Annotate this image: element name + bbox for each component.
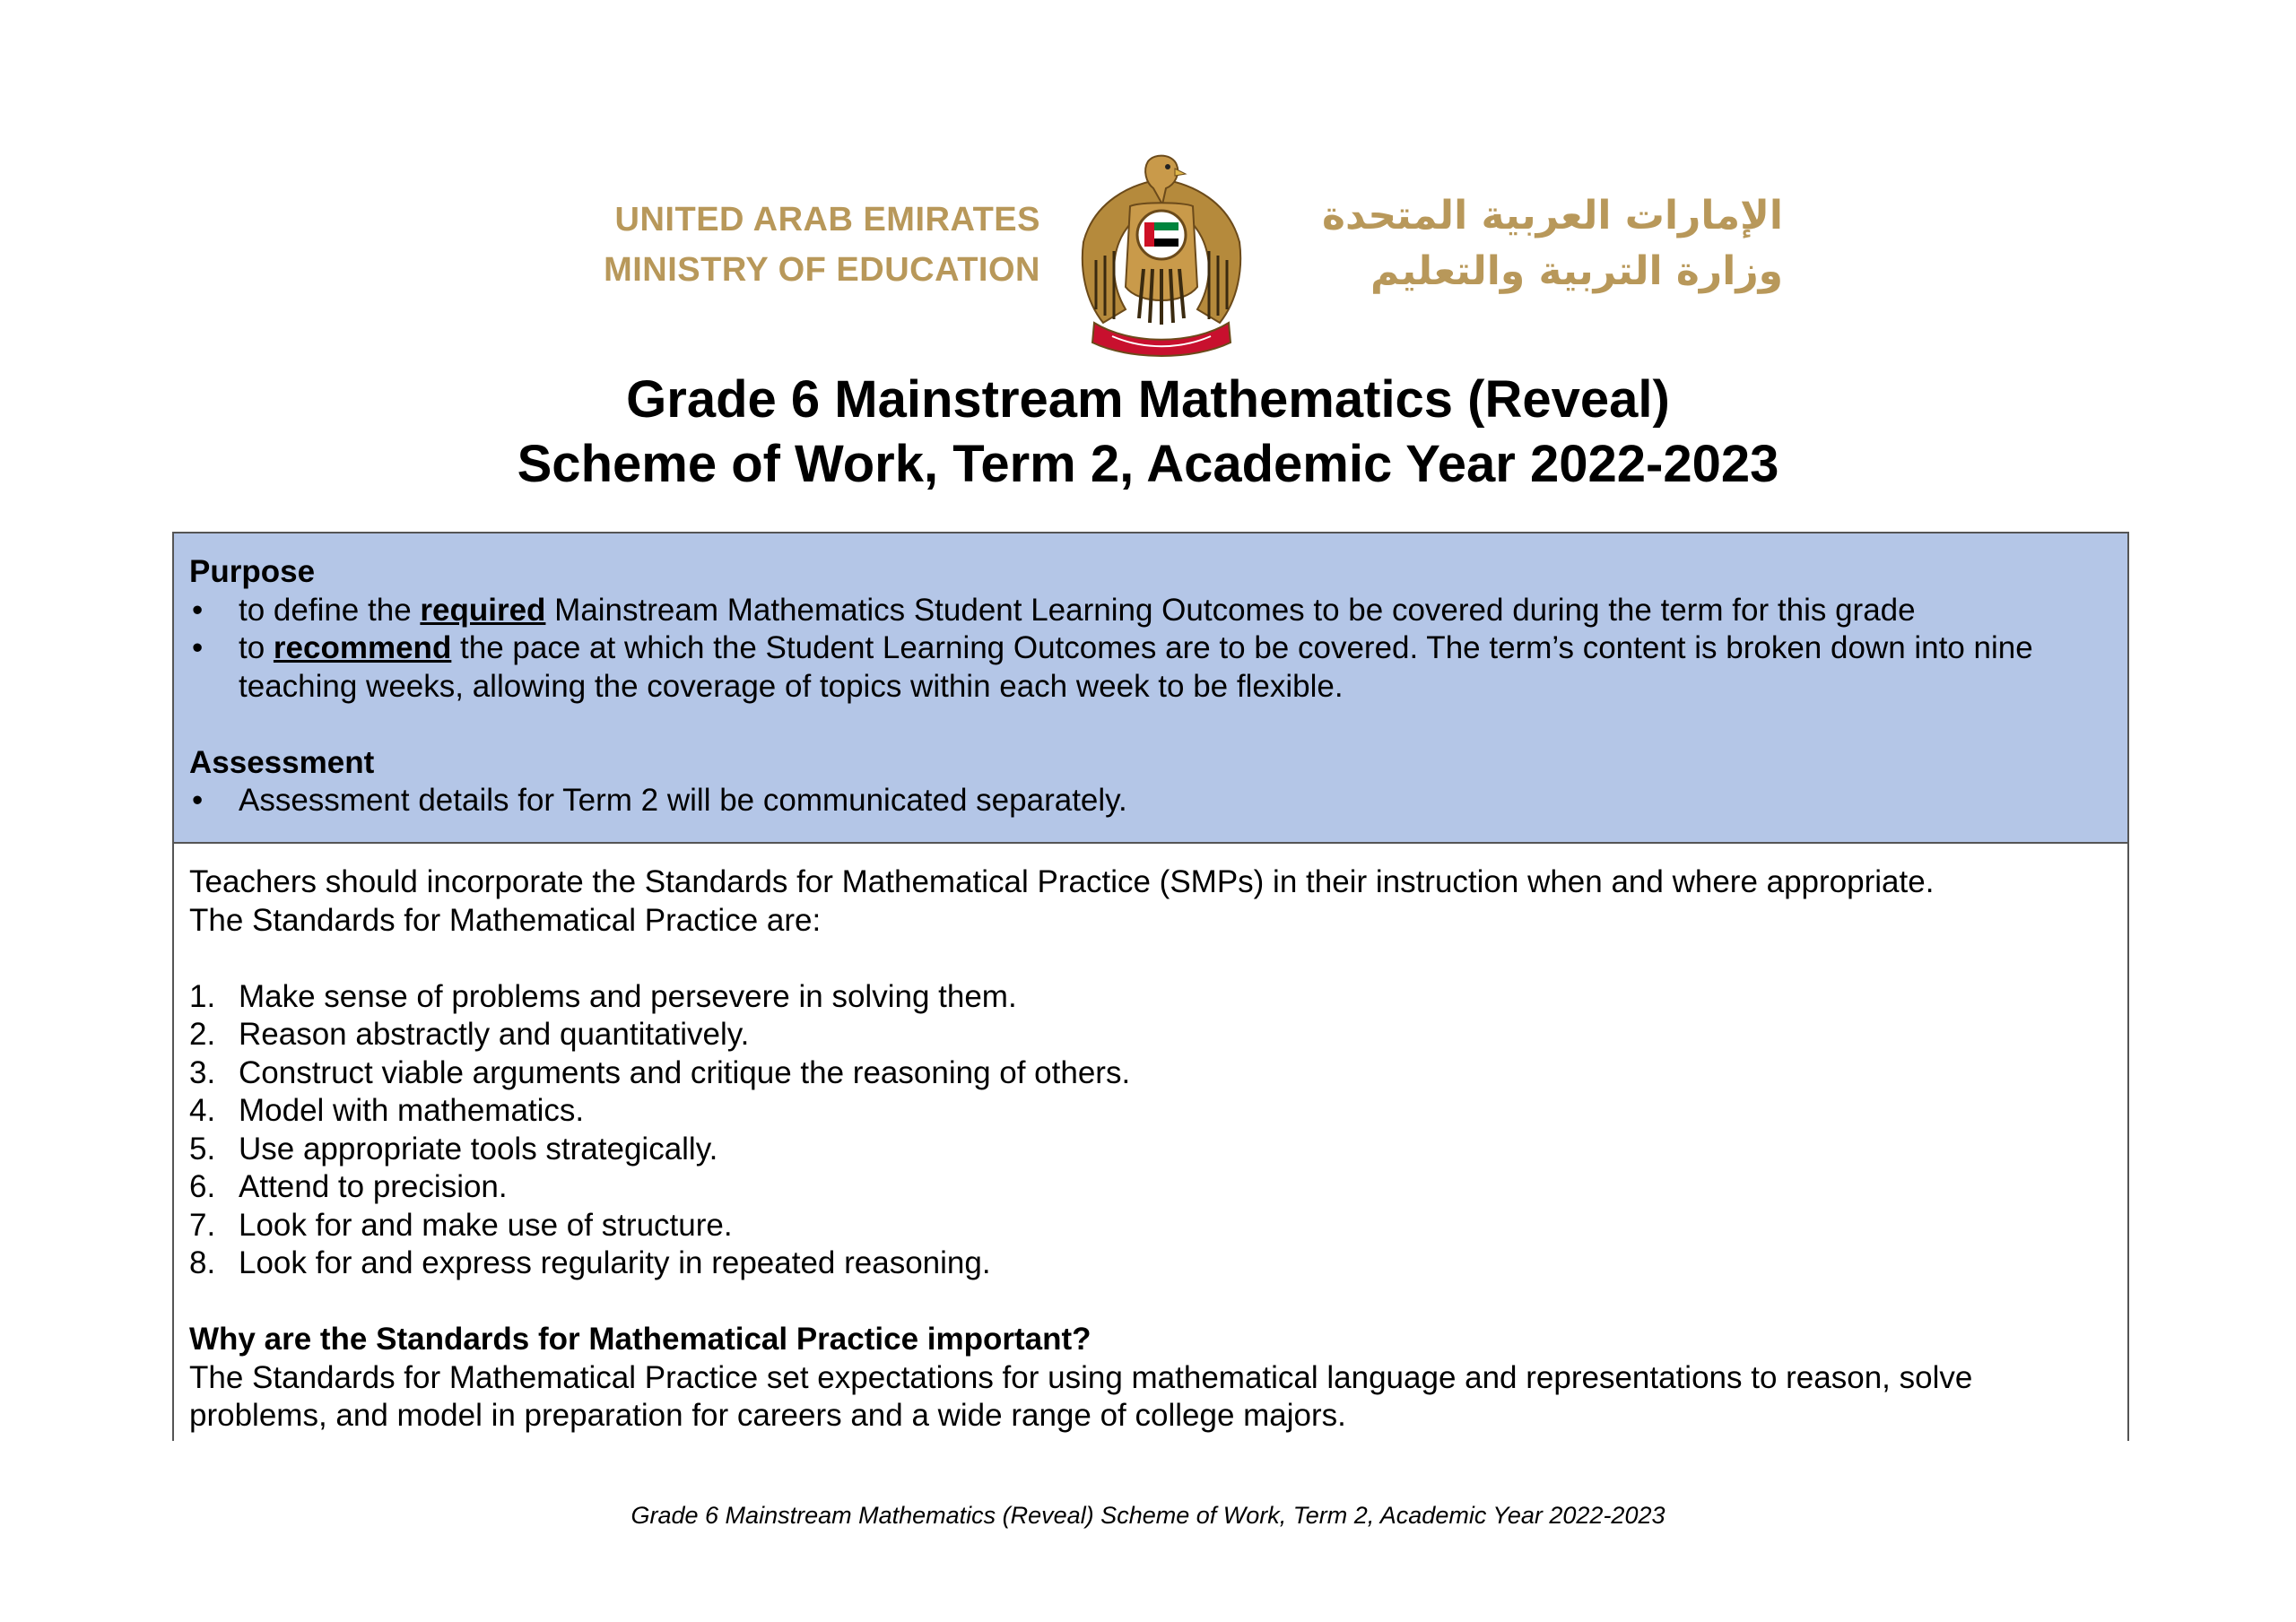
smp-list-item bbox=[189, 1207, 2112, 1245]
title-line1: Grade 6 Mainstream Mathematics (Reveal) bbox=[626, 370, 1670, 429]
smp-item-text: Look for and express regularity in repeated reasoning. bbox=[239, 1245, 991, 1280]
smp-item-number: 6. bbox=[189, 1169, 216, 1204]
purpose-bullet-1-emphasis: required bbox=[420, 592, 546, 628]
smp-item-number: 2. bbox=[189, 1017, 216, 1052]
smp-list-item bbox=[189, 1092, 2112, 1131]
smp-item-text: Reason abstractly and quantitatively. bbox=[239, 1017, 750, 1052]
smp-list-item bbox=[189, 1168, 2112, 1207]
smp-section bbox=[174, 844, 2127, 1441]
page-title bbox=[0, 368, 2296, 497]
smp-list-item bbox=[189, 1054, 2112, 1093]
smp-item-number: 4. bbox=[189, 1093, 216, 1128]
smp-why-text: The Standards for Mathematical Practice set expectations for using mathematical language and representations to reason, solve problems, and model in preparation for careers and a wide range of college majors. bbox=[189, 1359, 1973, 1433]
smp-item-number: 5. bbox=[189, 1131, 216, 1167]
bullet-icon: • bbox=[192, 592, 204, 628]
smp-item-text: Construct viable arguments and critique the reasoning of others. bbox=[239, 1054, 1131, 1090]
logo-ar-line2: وزارة التربية والتعليم bbox=[1370, 248, 1783, 294]
purpose-heading: Purpose bbox=[189, 554, 316, 589]
smp-item-number: 1. bbox=[189, 978, 216, 1014]
ministry-logo bbox=[0, 152, 2296, 359]
logo-ar-line1: الإمارات العربية المتحدة bbox=[1321, 193, 1783, 239]
smp-item-number: 3. bbox=[189, 1054, 216, 1090]
scheme-table bbox=[172, 532, 2129, 1441]
smp-item-number: 7. bbox=[189, 1207, 216, 1243]
logo-english-text bbox=[538, 195, 1040, 295]
smp-list-item bbox=[189, 1245, 2112, 1283]
purpose-bullet-1 bbox=[189, 592, 2112, 630]
assessment-bullet-1-text: Assessment details for Term 2 will be communicated separately. bbox=[239, 783, 1127, 818]
uae-falcon-emblem-icon bbox=[1076, 152, 1247, 359]
assessment-bullet-1 bbox=[189, 782, 2112, 820]
page-footer: Grade 6 Mainstream Mathematics (Reveal) Scheme of Work, Term 2, Academic Year 2022-2023 bbox=[631, 1502, 1665, 1529]
smp-item-text: Attend to precision. bbox=[239, 1169, 508, 1204]
logo-en-line2: MINISTRY OF EDUCATION bbox=[604, 251, 1040, 289]
smp-list-item bbox=[189, 1016, 2112, 1054]
purpose-bullet-2-after: the pace at which the Student Learning Outcomes are to be covered. The term’s content is broken down into nine teaching weeks, allowing the coverage of topics within each week to be flexible. bbox=[239, 630, 2033, 704]
bullet-icon: • bbox=[192, 630, 204, 665]
purpose-bullet-2-before: to bbox=[239, 630, 274, 665]
smp-item-text: Look for and make use of structure. bbox=[239, 1207, 733, 1243]
smp-item-text: Make sense of problems and persevere in solving them. bbox=[239, 978, 1017, 1014]
logo-arabic-text bbox=[1281, 188, 1783, 299]
bullet-icon: • bbox=[192, 783, 204, 818]
smp-item-text: Model with mathematics. bbox=[239, 1093, 585, 1128]
smp-why-heading: Why are the Standards for Mathematical Practice important? bbox=[189, 1322, 1091, 1357]
smp-list-item bbox=[189, 1131, 2112, 1169]
purpose-bullet-1-before: to define the bbox=[239, 592, 421, 628]
purpose-assessment-section bbox=[174, 533, 2127, 844]
purpose-bullet-2 bbox=[189, 629, 2112, 706]
smp-item-number: 8. bbox=[189, 1245, 216, 1280]
smp-intro-line1: Teachers should incorporate the Standards for Mathematical Practice (SMPs) in their instruction when and where appropriate. bbox=[189, 864, 1935, 899]
smp-list-item bbox=[189, 978, 2112, 1017]
smp-item-text: Use appropriate tools strategically. bbox=[239, 1131, 718, 1167]
smp-intro-line2: The Standards for Mathematical Practice are: bbox=[189, 902, 822, 938]
purpose-bullet-2-emphasis: recommend bbox=[273, 630, 452, 665]
logo-en-line1: UNITED ARAB EMIRATES bbox=[614, 201, 1040, 239]
purpose-bullet-1-after: Mainstream Mathematics Student Learning Outcomes to be covered during the term for this grade bbox=[545, 592, 1916, 628]
assessment-heading: Assessment bbox=[189, 744, 375, 780]
title-line2: Scheme of Work, Term 2, Academic Year 2022-2023 bbox=[517, 435, 1779, 493]
